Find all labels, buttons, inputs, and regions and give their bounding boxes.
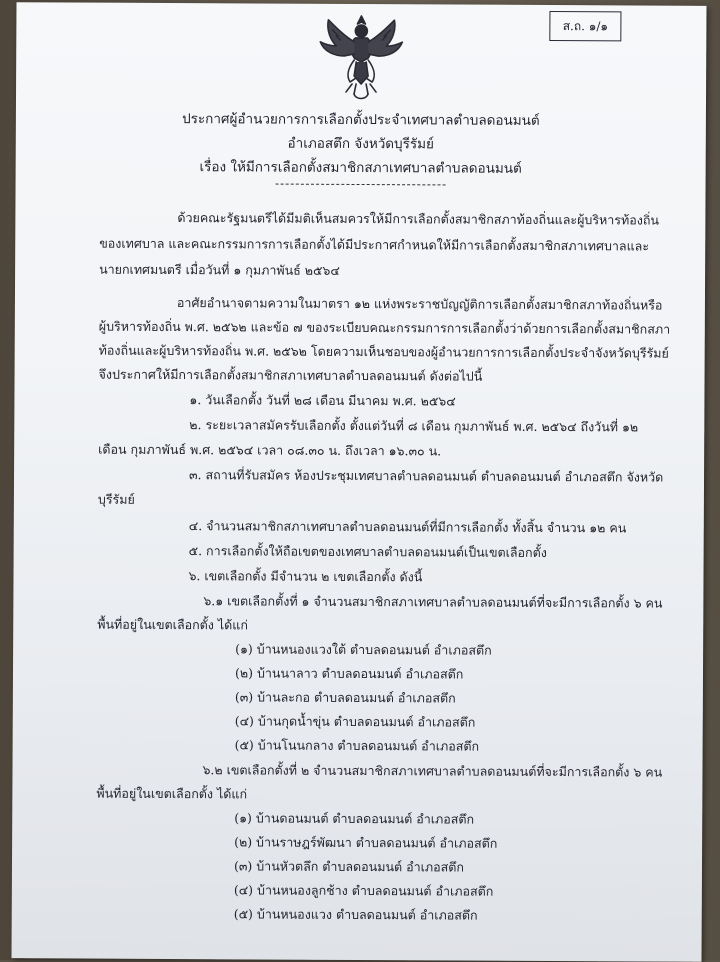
list-item-continuation: บุรีรัมย์: [97, 491, 135, 507]
divider: [276, 184, 446, 186]
list-item: ๑. วันเลือกตั้ง วันที่ ๒๘ เดือน มีนาคม พ.ศ. ๒๕๖๔: [189, 392, 456, 409]
announcement-title: ประกาศผู้อำนวยการการเลือกตั้งประจำเทศบาลตำบลดอนมนต์: [182, 111, 540, 129]
paragraph-line: อาศัยอำนาจตามความในมาตรา ๑๒ แห่งพระราชบัญญัติการเลือกตั้งสมาชิกสภาท้องถิ่นหรือ: [176, 295, 663, 313]
zone-area-label: พื้นที่อยู่ในเขตเลือกตั้ง ได้แก่: [97, 616, 248, 633]
document-number: ส.ถ. ๑/๑: [562, 18, 609, 33]
paragraph-line: นายกเทศมนตรี เมื่อวันที่ ๑ กุมภาพันธ์ ๒๕๖๔: [99, 261, 340, 278]
announcement-subject: เรื่อง ให้มีการเลือกตั้งสมาชิกสภาเทศบาลตำบลดอนมนต์: [199, 159, 522, 177]
document-page: [12, 2, 707, 962]
list-item-continuation: เดือน กุมภาพันธ์ พ.ศ. ๒๕๖๔ เวลา ๐๘.๓๐ น. ถึงเวลา ๑๖.๓๐ น.: [98, 441, 442, 459]
list-item: ๔. จำนวนสมาชิกสภาเทศบาลตำบลดอนมนต์ที่มีการเลือกตั้ง ทั้งสิ้น จำนวน ๑๒ คน: [188, 518, 627, 536]
village-item: (๒) บ้านนาลาว ตำบลดอนมนต์ อำเภอสตึก: [234, 665, 464, 682]
list-item: ๒. ระยะเวลาสมัครรับเลือกตั้ง ตั้งแต่วันที่ ๘ เดือน กุมภาพันธ์ พ.ศ. ๒๕๖๔ ถึงวันที่ ๑๒: [189, 417, 639, 435]
list-item: ๓. สถานที่รับสมัคร ห้องประชุมเทศบาลตำบลดอนมนต์ ตำบลดอนมนต์ อำเภอสตึก จังหวัด: [188, 467, 664, 485]
zone-area-label: พื้นที่อยู่ในเขตเลือกตั้ง ได้แก่: [96, 785, 248, 802]
list-item: ๕. การเลือกตั้งให้ถือเขตของเทศบาลตำบลดอนมนต์เป็นเขตเลือกตั้ง: [188, 543, 547, 560]
village-item: (๕) บ้านหนองแวง ตำบลดอนมนต์ อำเภอสตึก: [233, 906, 478, 923]
paragraph-line: ของเทศบาล และคณะกรรมการการเลือกตั้งได้มีประกาศกำหนดให้มีการเลือกตั้งสมาชิกสภาเทศบาลและ: [99, 235, 650, 254]
zone-heading: ๖.๒ เขตเลือกตั้งที่ ๒ จำนวนสมาชิกสภาเทศบาลตำบลดอนมนต์ที่จะมีการเลือกตั้ง ๖ คน: [202, 762, 663, 780]
paragraph-line: ท้องถิ่นและผู้บริหารท้องถิ่น พ.ศ. ๒๕๖๒ โดยความเห็นชอบของผู้อำนวยการการเลือกตั้งประจำจังหวัดบุรีรัมย์: [98, 342, 669, 361]
announcement-district: อำเภอสตึก จังหวัดบุรีรัมย์: [287, 135, 435, 153]
village-item: (๓) บ้านหัวตลึก ตำบลดอนมนต์ อำเภอสตึก: [233, 858, 465, 875]
document-number-box: [549, 11, 621, 41]
garuda-emblem-icon: [316, 12, 406, 104]
village-item: (๕) บ้านโนนกลาง ตำบลดอนมนต์ อำเภอสตึก: [234, 737, 480, 754]
village-item: (๓) บ้านละกอ ตำบลดอนมนต์ อำเภอสตึก: [234, 689, 456, 706]
paragraph-line: ด้วยคณะรัฐมนตรีได้มีมติเห็นสมควรให้มีการเลือกตั้งสมาชิกสภาท้องถิ่นและผู้บริหารท้องถิ่น: [177, 210, 660, 228]
village-item: (๔) บ้านกุดน้ำขุ่น ตำบลดอนมนต์ อำเภอสตึก: [234, 713, 476, 730]
village-item: (๔) บ้านหนองลูกช้าง ตำบลดอนมนต์ อำเภอสตึก: [233, 882, 494, 899]
village-item: (๒) บ้านราษฎร์พัฒนา ตำบลดอนมนต์ อำเภอสตึก: [234, 834, 498, 851]
paragraph-line: ผู้บริหารท้องถิ่น พ.ศ. ๒๕๖๒ และข้อ ๗ ของระเบียบคณะกรรมการการเลือกตั้งว่าด้วยการเลือกตั้งสมาชิกสภา: [98, 318, 671, 337]
zone-heading: ๖.๑ เขตเลือกตั้งที่ ๑ จำนวนสมาชิกสภาเทศบาลตำบลดอนมนต์ที่จะมีการเลือกตั้ง ๖ คน: [203, 593, 663, 611]
village-item: (๑) บ้านดอนมนต์ ตำบลดอนมนต์ อำเภอสตึก: [234, 810, 475, 827]
village-item: (๑) บ้านหนองแวงใต้ ตำบลดอนมนต์ อำเภอสตึก: [235, 641, 492, 658]
paragraph-line: จึงประกาศให้มีการเลือกตั้งสมาชิกสภาเทศบาลตำบลดอนมนต์ ดังต่อไปนี้: [98, 366, 483, 384]
list-item: ๖. เขตเลือกตั้ง มีจำนวน ๒ เขตเลือกตั้ง ดังนี้: [188, 568, 423, 585]
